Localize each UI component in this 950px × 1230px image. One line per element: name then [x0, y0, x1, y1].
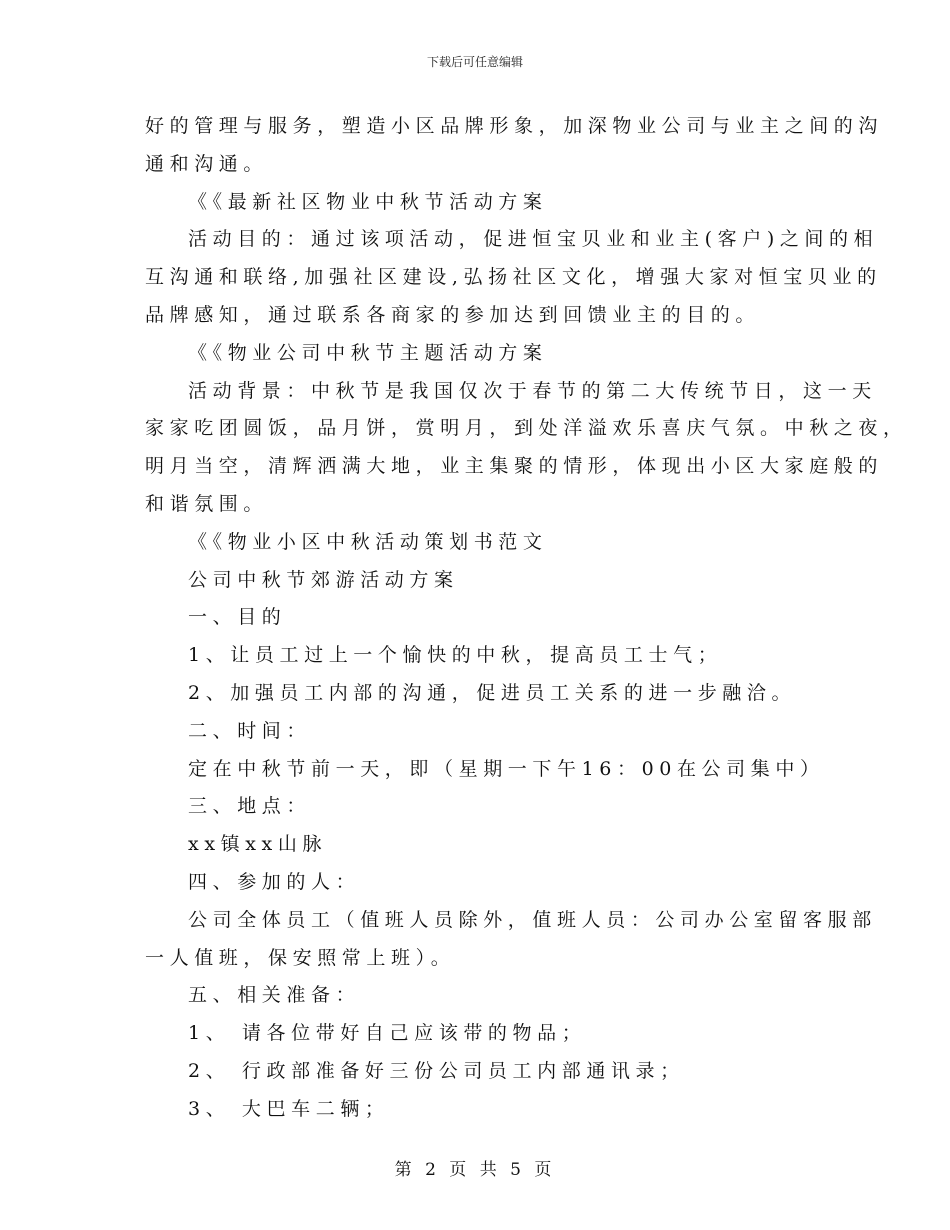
text-line: 公司全体员工（值班人员除外，值班人员：公司办公室留客服部 — [188, 908, 877, 931]
text-line: 好的管理与服务，塑造小区品牌形象，加深物业公司与业主之间的沟 — [145, 115, 884, 137]
text-line: 2、加强员工内部的沟通，促进员工关系的进一步融洽。 — [188, 681, 797, 704]
text-line: 互沟通和联络,加强社区建设,弘扬社区文化，增强大家对恒宝贝业的 — [145, 266, 882, 289]
text-line: 2、 行政部准备好三份公司员工内部通讯录； — [188, 1059, 685, 1082]
page-header: 下载后可任意编辑 — [426, 55, 523, 69]
text-line: 1、 请各位带好自己应该带的物品； — [188, 1022, 587, 1045]
text-line: 1、让员工过上一个愉快的中秋，提高员工士气； — [188, 644, 723, 667]
text-line: 公司中秋节郊游活动方案 — [188, 568, 459, 591]
text-line: 四、参加的人： — [188, 870, 361, 893]
text-line: 活动背景：中秋节是我国仅次于春节的第二大传统节日，这一天 — [188, 379, 877, 402]
text-line: 活动目的：通过该项活动，促进恒宝贝业和业主(客户)之间的相 — [188, 228, 879, 251]
text-line: 品牌感知，通过联系各商家的参加达到回馈业主的目的。 — [145, 303, 761, 326]
text-line: 明月当空，清辉洒满大地，业主集聚的情形，体现出小区大家庭般的 — [145, 455, 884, 478]
text-line: xx镇xx山脉 — [188, 833, 328, 856]
text-line: 和谐氛围。 — [145, 492, 269, 515]
text-line: 定在中秋节前一天，即（星期一下午16：00在公司集中） — [188, 757, 825, 780]
text-line: 一、目的 — [188, 606, 287, 629]
text-line: 五、相关准备： — [188, 984, 361, 1007]
text-line: 一人值班，保安照常上班）。 — [145, 946, 456, 969]
text-line: 3、 大巴车二辆； — [188, 1097, 390, 1120]
text-line: 《《最新社区物业中秋节活动方案 — [188, 190, 548, 213]
text-line: 《《物业公司中秋节主题活动方案 — [188, 341, 548, 364]
text-line: 通和沟通。 — [145, 152, 269, 175]
page-footer: 第 2 页 共 5 页 — [394, 1160, 556, 1180]
document-body — [145, 108, 908, 1129]
text-line: 二、时间： — [188, 719, 312, 742]
text-line: 家家吃团圆饭，品月饼，赏明月，到处洋溢欢乐喜庆气氛。中秋之夜， — [145, 417, 908, 440]
text-line: 三、地点： — [188, 795, 312, 818]
text-line: 《《物业小区中秋活动策划书范文 — [188, 530, 548, 553]
